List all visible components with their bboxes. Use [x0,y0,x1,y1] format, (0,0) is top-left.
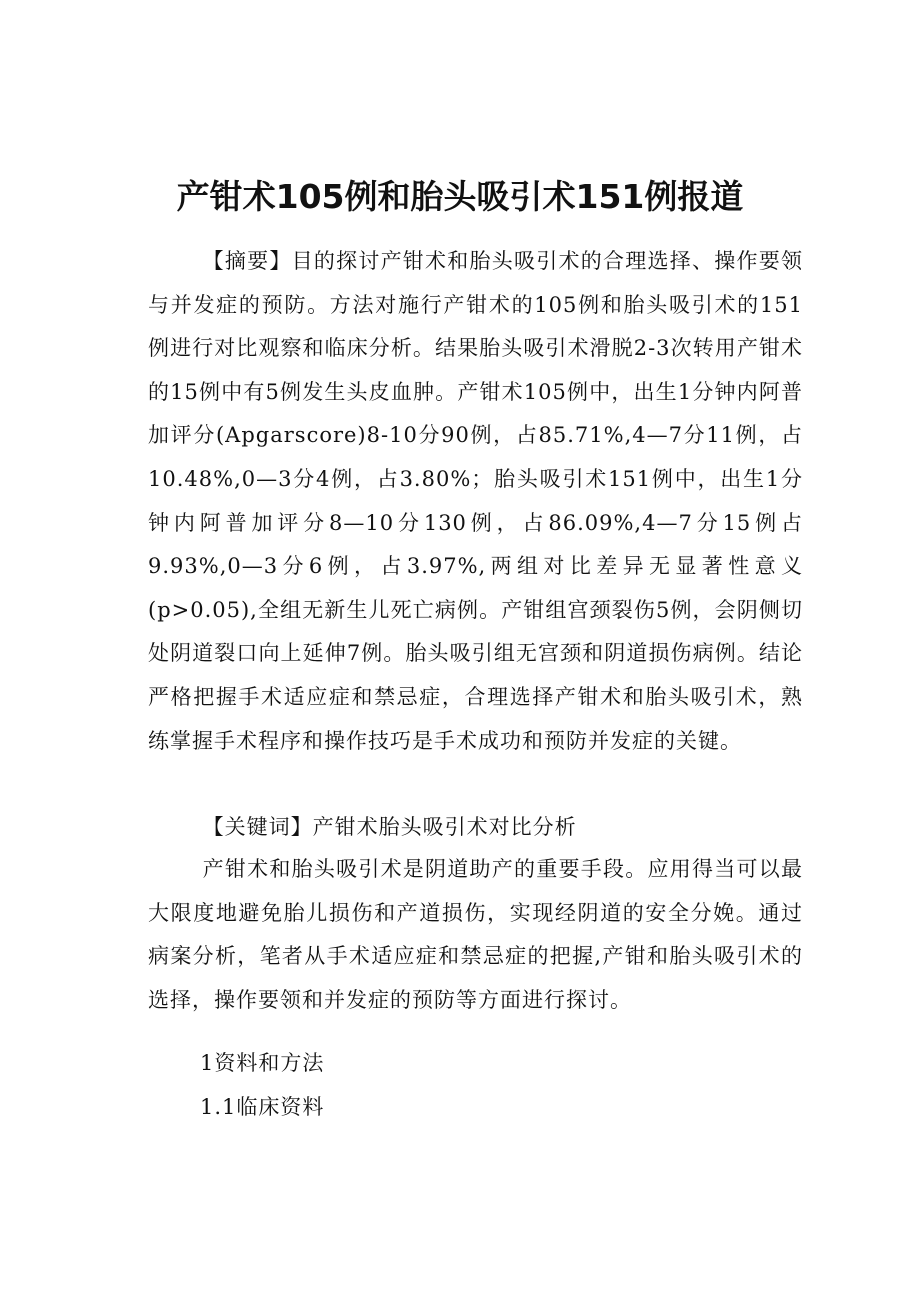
intro-paragraph: 产钳术和胎头吸引术是阴道助产的重要手段。应用得当可以最大限度地避免胎儿损伤和产道损伤，实现经阴道的安全分娩。通过病案分析，笔者从手术适应症和禁忌症的把握,产钳和胎头吸引术的选择，操作要领和并发症的预防等方面进行探讨。 [148,857,803,1012]
section-heading-1-1: 1.1临床资料 [200,1095,325,1119]
document-title: 产钳术105例和胎头吸引术151例报道 [176,177,744,217]
section-heading-1: 1资料和方法 [200,1051,325,1075]
keywords-line: 【关键词】产钳术胎头吸引术对比分析 [202,815,577,839]
abstract-paragraph: 【摘要】目的探讨产钳术和胎头吸引术的合理选择、操作要领与并发症的预防。方法对施行产钳术的105例和胎头吸引术的151例进行对比观察和临床分析。结果胎头吸引术滑脱2-3次转用产钳术的15例中有5例发生头皮血肿。产钳术105例中，出生1分钟内阿普加评分(Apgarscore)8-10分90例，占85.71%,4—7分11例，占10.48%,0—3分4例，占3.80%；胎头吸引术151例中，出生1分钟内阿普加评分8—10分130例，占86.09%,4—7分15例占9.93%,0—3分6例，占3.97%,两组对比差异无显著性意义(p>0.05),全组无新生儿死亡病例。产钳组宫颈裂伤5例，会阴侧切处阴道裂口向上延伸7例。胎头吸引组无宫颈和阴道损伤病例。结论严格把握手术适应症和禁忌症，合理选择产钳术和胎头吸引术，熟练掌握手术程序和操作技巧是手术成功和预防并发症的关键。 [148,249,803,753]
